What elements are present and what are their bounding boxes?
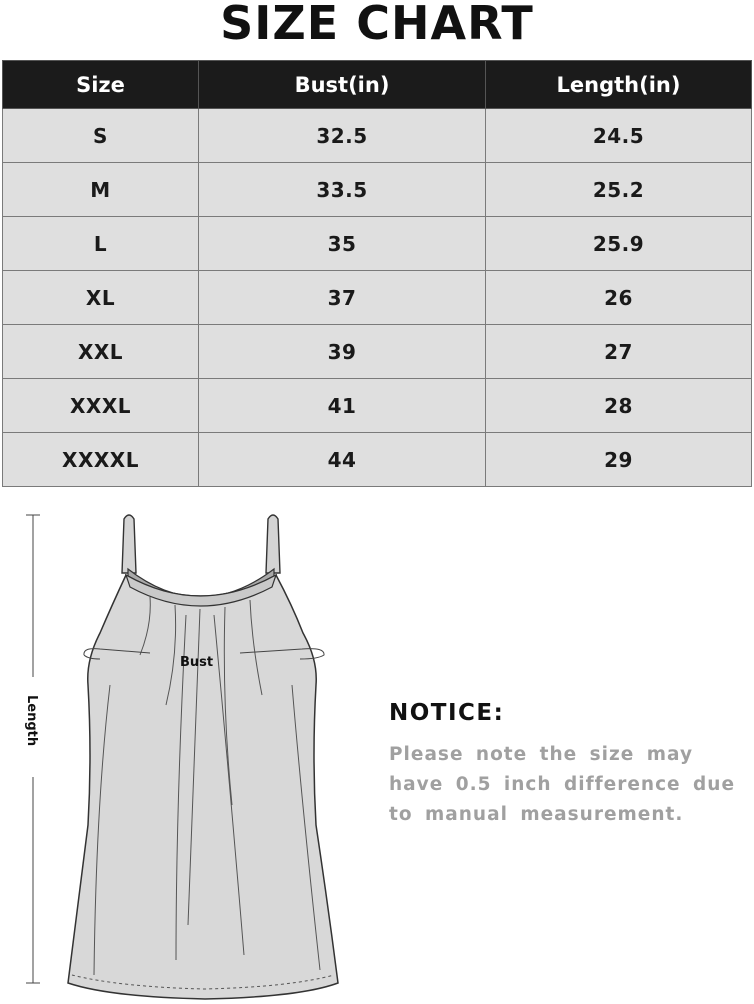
dress-body	[68, 575, 338, 999]
cell-bust: 33.5	[199, 163, 486, 217]
header-size: Size	[3, 61, 199, 109]
cell-bust: 41	[199, 379, 486, 433]
length-label: Length	[24, 695, 39, 747]
bust-label: Bust	[180, 655, 214, 670]
notice-section	[389, 700, 739, 830]
header-length: Length(in)	[486, 61, 752, 109]
cell-length: 25.2	[486, 163, 752, 217]
table-header-row	[3, 61, 752, 109]
table-row	[3, 271, 752, 325]
cell-length: 27	[486, 325, 752, 379]
cell-size: XL	[3, 271, 199, 325]
cell-bust: 32.5	[199, 109, 486, 163]
cell-size: L	[3, 217, 199, 271]
cell-size: XXL	[3, 325, 199, 379]
camisole-illustration	[0, 505, 360, 1000]
straps	[122, 515, 280, 573]
cell-length: 25.9	[486, 217, 752, 271]
cell-bust: 39	[199, 325, 486, 379]
cell-size: XXXL	[3, 379, 199, 433]
header-bust: Bust(in)	[199, 61, 486, 109]
cell-bust: 37	[199, 271, 486, 325]
cell-length: 26	[486, 271, 752, 325]
table-row	[3, 163, 752, 217]
cell-size: M	[3, 163, 199, 217]
table-row	[3, 433, 752, 487]
cell-length: 24.5	[486, 109, 752, 163]
table-row	[3, 325, 752, 379]
size-table	[2, 60, 752, 487]
table-row	[3, 217, 752, 271]
table-row	[3, 109, 752, 163]
cell-size: S	[3, 109, 199, 163]
cell-bust: 44	[199, 433, 486, 487]
cell-length: 28	[486, 379, 752, 433]
page-title: SIZE CHART	[220, 0, 534, 50]
length-measure-line	[26, 515, 40, 983]
cell-bust: 35	[199, 217, 486, 271]
garment-diagram	[0, 505, 360, 1000]
cell-length: 29	[486, 433, 752, 487]
notice-title: NOTICE:	[389, 700, 505, 726]
cell-size: XXXXL	[3, 433, 199, 487]
table-row	[3, 379, 752, 433]
notice-text: Please note the size may have 0.5 inch difference due to manual measurement.	[389, 744, 735, 825]
